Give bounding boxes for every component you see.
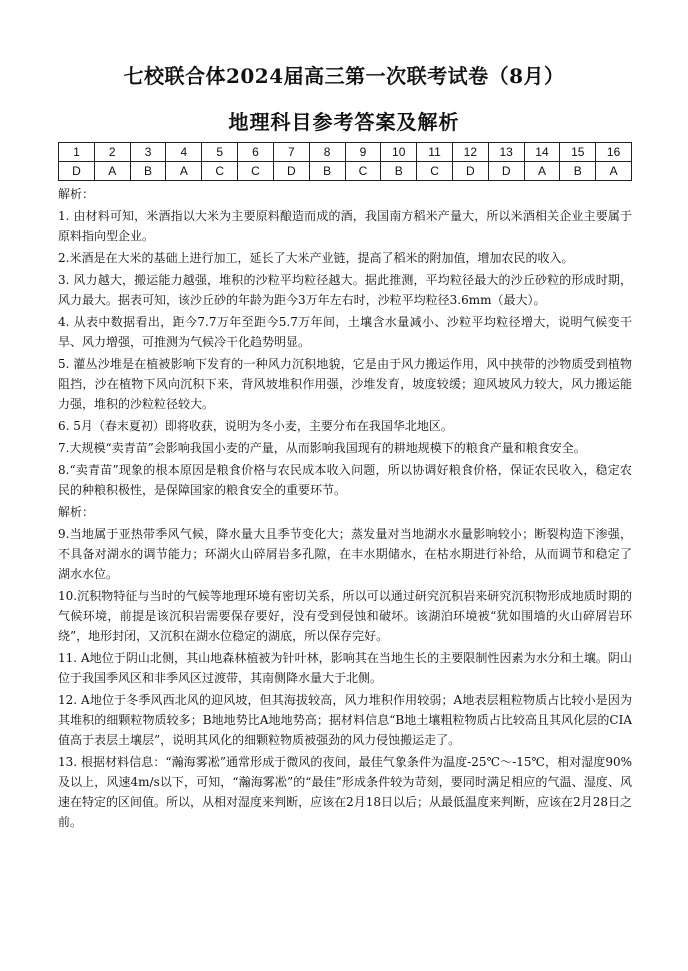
question-number: 1 <box>59 143 95 162</box>
question-number: 10 <box>381 143 417 162</box>
question-number: 9 <box>345 143 381 162</box>
question-number: 3 <box>130 143 166 162</box>
document-subtitle: 地理科目参考答案及解析 <box>228 110 460 134</box>
question-number: 11 <box>417 143 453 162</box>
answer-cell: D <box>488 162 524 181</box>
answer-cell: C <box>417 162 453 181</box>
answer-cell: A <box>94 162 130 181</box>
explanation-body <box>58 184 632 834</box>
answer-cell: B <box>130 162 166 181</box>
answer-cell: D <box>59 162 95 181</box>
question-number: 12 <box>452 143 488 162</box>
answer-cell: C <box>238 162 274 181</box>
explanation-paragraph: 6. 5月（春末夏初）即将收获，说明为冬小麦，主要分布在我国华北地区。 <box>58 419 453 433</box>
answer-cell: C <box>345 162 381 181</box>
answer-table-answer-row <box>59 162 632 181</box>
explanation-paragraph: 13. 根据材料信息：“瀚海雾凇”通常形成于微风的夜间，最佳气象条件为温度-25℃～-15℃，相对湿度90%及以上，风速4m/s以下，可知，“瀚海雾凇”的“最佳”形成条件较为苛刻，要同时满足相应的气温、湿度、风速在特定的区间值。所以，从相对湿度来判断，应该在2月18日以后；从最低温度来判断，应该在2月28日之前。 <box>58 755 632 829</box>
explanation-paragraph: 1. 由材料可知，米酒指以大米为主要原料酿造而成的酒，我国南方稻米产量大，所以米酒相关企业主要属于原料指向型企业。 <box>58 209 632 243</box>
question-number: 8 <box>309 143 345 162</box>
section-heading: 解析： <box>58 187 95 201</box>
explanation-paragraph: 10.沉积物特征与当时的气候等地理环境有密切关系，所以可以通过研究沉积岩来研究沉积物形成地质时期的气候环境，前提是该沉积岩需要保存要好，没有受到侵蚀和破坏。该湖泊环境被“犹如围墙的火山碎屑岩环绕”，地形封闭，又沉积在湖水位稳定的湖底，所以保存完好。 <box>58 589 632 643</box>
explanation-paragraph: 8.“卖青苗”现象的根本原因是粮食价格与农民成本收入问题，所以协调好粮食价格，保证农民收入，稳定农民的种粮积极性，是保障国家的粮食安全的重要环节。 <box>58 463 632 497</box>
question-number: 15 <box>560 143 596 162</box>
answer-cell: C <box>202 162 238 181</box>
question-number: 14 <box>524 143 560 162</box>
answer-cell: D <box>273 162 309 181</box>
document-title: 七校联合体2024届高三第一次联考试卷（8月） <box>123 64 565 88</box>
explanation-paragraph: 11. A地位于阴山北侧，其山地森林植被为针叶林，影响其在当地生长的主要限制性因素为水分和土壤。阴山位于我国季风区和非季风区过渡带，其南侧降水量大于北侧。 <box>58 651 632 685</box>
explanation-paragraph: 7.大规模“卖青苗”会影响我国小麦的产量，从而影响我国现有的耕地规模下的粮食产量和粮食安全。 <box>58 441 586 455</box>
explanation-paragraph: 2.米酒是在大米的基础上进行加工，延长了大米产业链，提高了稻米的附加值，增加农民的收入。 <box>58 251 574 265</box>
question-number: 2 <box>94 143 130 162</box>
answer-cell: A <box>596 162 632 181</box>
question-number: 5 <box>202 143 238 162</box>
answer-cell: A <box>524 162 560 181</box>
answer-cell: B <box>560 162 596 181</box>
explanation-paragraph: 9.当地属于亚热带季风气候，降水量大且季节变化大；蒸发量对当地湖水水量影响较小；断裂构造下渗强，不具备对湖水的调节能力；环湖火山碎屑岩多孔隙，在丰水期储水，在枯水期进行补给，从而调节和稳定了湖水水位。 <box>58 527 632 581</box>
question-number: 4 <box>166 143 202 162</box>
question-number: 16 <box>596 143 632 162</box>
explanation-paragraph: 12. A地位于冬季风西北风的迎风坡，但其海拔较高，风力堆积作用较弱；A地表层粗粒物质占比较小是因为其堆积的细颗粒物质较多；B地地势比A地地势高；据材料信息“B地土壤粗粒物质占比较高且其风化层的CIA值高于表层土壤层”，说明其风化的细颗粒物质被强劲的风力侵蚀搬运走了。 <box>58 693 632 747</box>
answer-table <box>58 142 632 181</box>
explanation-paragraph: 4. 从表中数据看出，距今7.7万年至距今5.7万年间，土壤含水量减小、沙粒平均粒径增大，说明气候变干旱、风力增强，可推测为气候冷干化趋势明显。 <box>58 315 632 349</box>
question-number: 7 <box>273 143 309 162</box>
answer-cell: A <box>166 162 202 181</box>
answer-cell: D <box>452 162 488 181</box>
answer-table-number-row <box>59 143 632 162</box>
answer-cell: B <box>309 162 345 181</box>
question-number: 13 <box>488 143 524 162</box>
answer-cell: B <box>381 162 417 181</box>
section-heading: 解析： <box>58 505 95 519</box>
explanation-paragraph: 5. 灌丛沙堆是在植被影响下发育的一种风力沉积地貌，它是由于风力搬运作用，风中挟带的沙物质受到植物阻挡，沙在植物下风向沉积下来，背风坡堆积作用强，沙堆发育，坡度较缓；迎风坡风力较大，风力搬运能力强，堆积的沙粒粒径较大。 <box>58 357 632 411</box>
question-number: 6 <box>238 143 274 162</box>
explanation-paragraph: 3. 风力越大，搬运能力越强，堆积的沙粒平均粒径越大。据此推测，平均粒径最大的沙丘砂粒的形成时期，风力最大。据表可知，该沙丘砂的年龄为距今3万年左右时，沙粒平均粒径3.6mm（最大）。 <box>58 273 632 307</box>
